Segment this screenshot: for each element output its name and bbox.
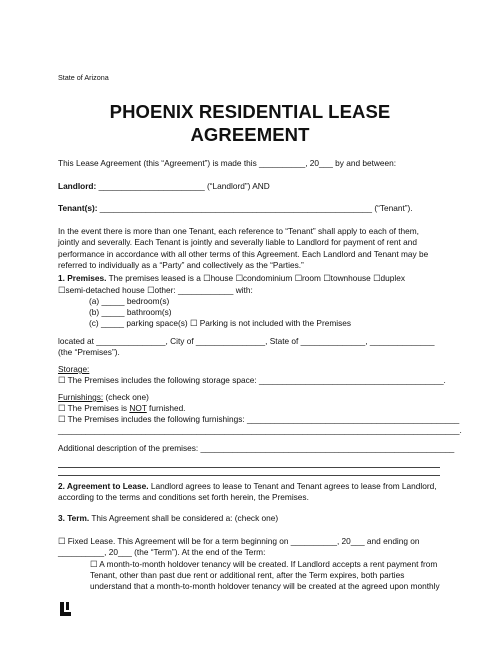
premises-line1 (58, 273, 405, 284)
furnishings-heading (58, 392, 149, 403)
intro-line: This Lease Agreement (this “Agreement”) is made this __________, 20___ by and between: (58, 158, 397, 168)
document-title-line1: PHOENIX RESIDENTIAL LEASE (109, 101, 391, 122)
state-label: State of Arizona (58, 73, 109, 82)
term-line (58, 513, 278, 524)
month-to-month-line2: Tenant, other than past due rent or additional rent, after the Term expires, both parties (90, 570, 405, 580)
parking-line: (c) _____ parking space(s) ☐ Parking is not included with the Premises (89, 318, 351, 328)
furnishings-label: Furnishings: (58, 392, 104, 402)
agreement-line1 (58, 481, 437, 492)
not-furnished-pre: ☐ The Premises is (58, 403, 130, 413)
brand-logo-icon (60, 602, 72, 616)
month-to-month-line1: ☐ A month-to-month holdover tenancy will be created. If Landlord accepts a rent payment from (90, 559, 438, 569)
landlord-line (58, 181, 270, 192)
blank-rule-2 (58, 475, 440, 476)
not-furnished-line (58, 403, 186, 414)
tenant-blank: ___________________________________________________________ (“Tenant”). (97, 203, 413, 213)
not-furnished-post: furnished. (146, 403, 186, 413)
storage-line: ☐ The Premises includes the following storage space: ________________________________________. (58, 375, 446, 385)
term-text: This Agreement shall be considered a: (check one) (89, 513, 279, 523)
document-title-line2: AGREEMENT (190, 124, 310, 145)
storage-heading: Storage: (58, 364, 90, 374)
bathrooms-line: (b) _____ bathroom(s) (89, 307, 172, 317)
fixed-lease-line1: ☐ Fixed Lease. This Agreement will be for a term beginning on __________, 20___ and ending on (58, 536, 420, 546)
bedrooms-line: (a) _____ bedroom(s) (89, 296, 170, 306)
tenant-label: Tenant(s): (58, 203, 98, 213)
tenant-line (58, 203, 413, 214)
landlord-blank: _______________________ (“Landlord”) AND (96, 181, 270, 191)
premises-types: The premises leased is a ☐house ☐condominium ☐room ☐townhouse ☐duplex (106, 273, 405, 283)
not-furnished-not: NOT (129, 403, 147, 413)
blank-rule-1 (58, 467, 440, 468)
tenant-paragraph: In the event there is more than one Tenant, each reference to “Tenant” shall apply to each of them, jointly and severally. Each Tenant is jointly and severally liable to Landlord for payment of rent and performance in accordance with all other terms of this Agreement. Each Landlord and Tenant may be referred to individually as a “Party” and collectively as the “Parties.” (58, 226, 429, 271)
premises-line2: ☐semi-detached house ☐other: ____________ with: (58, 285, 253, 295)
furnishings-end-line: _______________________________________________________________________________________. (58, 425, 462, 435)
furnishings-line: ☐ The Premises includes the following furnishings: ______________________________________________ (58, 414, 460, 424)
premises-label: 1. Premises. (58, 273, 107, 283)
furnishings-suffix: (check one) (103, 392, 149, 402)
term-label: 3. Term. (58, 513, 90, 523)
agreement-line2: according to the terms and conditions set forth herein, the Premises. (58, 492, 309, 502)
located-line: located at _______________, City of _______________, State of ______________, ______________ (58, 336, 435, 346)
premises-definition: (the “Premises”). (58, 347, 120, 357)
agreement-label: 2. Agreement to Lease. (58, 481, 149, 491)
additional-description-line: Additional description of the premises: _______________________________________________________ (58, 443, 455, 453)
fixed-lease-line2: __________, 20___ (the “Term”). At the end of the Term: (58, 547, 266, 557)
agreement-text: Landlord agrees to lease to Tenant and Tenant agrees to lease from Landlord, (148, 481, 437, 491)
landlord-label: Landlord: (58, 181, 97, 191)
month-to-month-line3: understand that a month-to-month holdover tenancy will be created at the agreed upon monthly (90, 581, 440, 591)
